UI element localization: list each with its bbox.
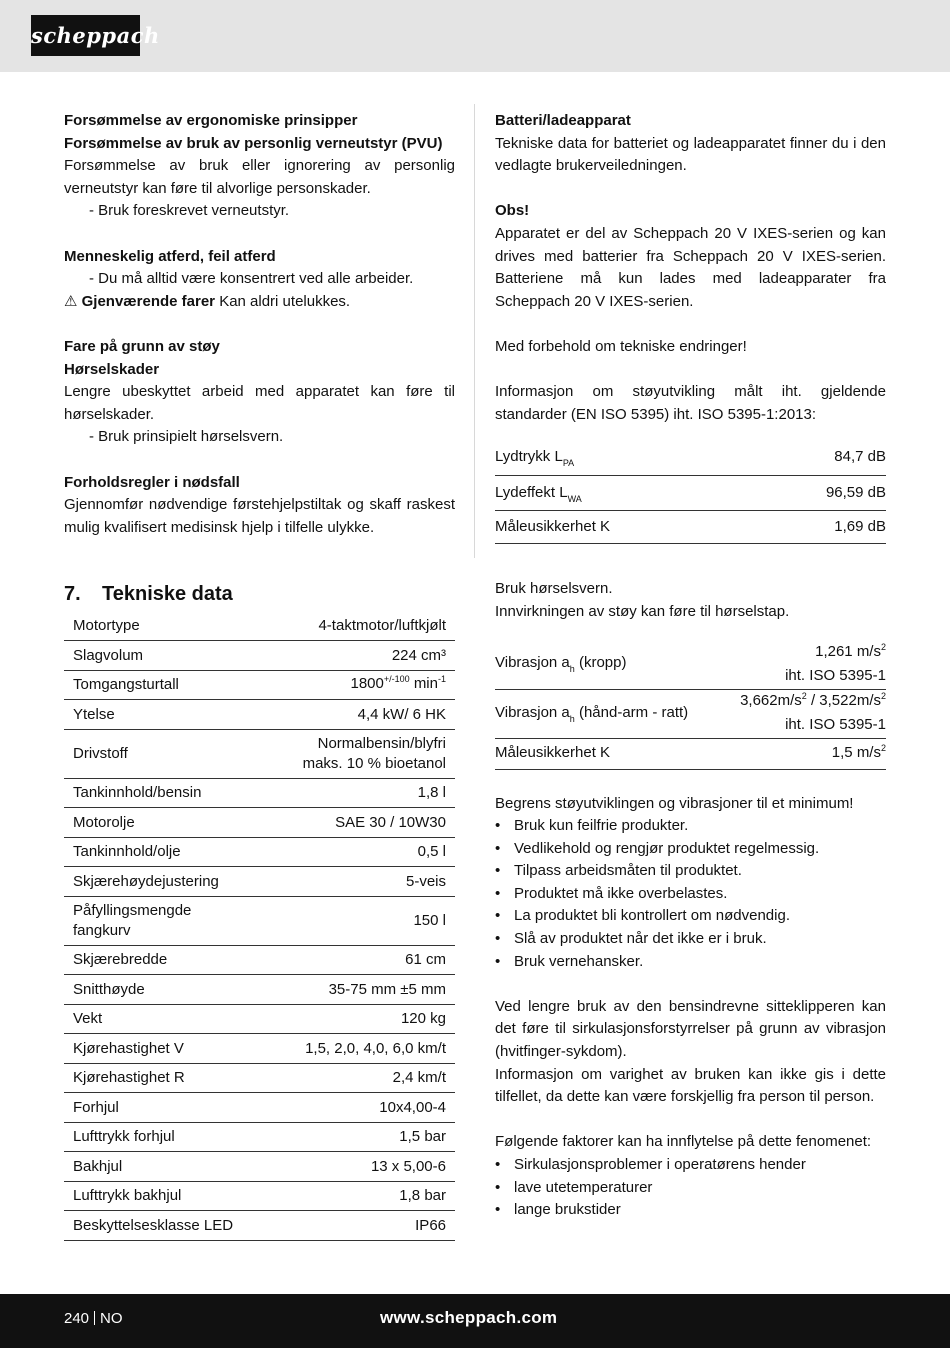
vibration-table [495, 640, 886, 770]
row-label: Måleusikkerhet K [495, 518, 611, 536]
row-value: 150 l [413, 911, 446, 929]
paragraph-pvu: Forsømmelse av bruk eller ignorering av personlig verneutstyr kan føre til alvorlige personskader. [64, 157, 455, 197]
table-row [495, 439, 886, 476]
row-label: Tankinnhold/bensin [73, 784, 202, 801]
bullet-list-factors [495, 1154, 886, 1222]
row-label: Vekt [73, 1010, 103, 1027]
row-label: Lufttrykk forhjul [73, 1128, 175, 1145]
paragraph-hearing: Lengre ubeskyttet arbeid med apparatet kan føre til hørselskader. [64, 383, 455, 423]
heading-pvu: Forsømmelse av bruk av personlig verneutstyr (PVU) [64, 134, 443, 152]
table-row [64, 838, 455, 868]
heading-emergency: Forholdsregler i nødsfall [64, 473, 240, 491]
tech-data-table [64, 611, 455, 1241]
row-label: Bakhjul [73, 1157, 123, 1175]
row-value: Normalbensin/blyfri maks. 10 % bioetanol [302, 735, 446, 772]
right-column [495, 110, 886, 1222]
row-value: 84,7 dB [834, 448, 886, 466]
row-value: $3,662m/s^2 / 3,522m/s^2$ iht. ISO 5395-1 [740, 691, 886, 733]
paragraph-battery: Tekniske data for batteriet og ladeapparatet finner du i den vedlagte brukerveiledningen. [495, 134, 886, 175]
dash-item: - Bruk prinsipielt hørselsvern. [89, 428, 284, 446]
row-label: Vibrasjon $a_h$ (kropp) [495, 654, 627, 675]
heading-noise-hazard: Fare på grunn av støy [64, 337, 220, 355]
header-bar [0, 0, 950, 72]
table-row [64, 641, 455, 671]
row-label: Drivstoff [73, 744, 128, 762]
row-label: Måleusikkerhet K [495, 744, 611, 762]
row-value: 1,5, 2,0, 4,0, 6,0 km/t [305, 1039, 446, 1057]
heading-note: Obs! [495, 202, 530, 220]
table-row [64, 611, 455, 641]
residual-hazards-text: Kan aldri utelukkes. [219, 292, 351, 310]
paragraph-noise-info: Informasjon om støyutvikling målt iht. gjeldende standarder (EN ISO 5395) iht. ISO 5395-1:2013: [495, 383, 886, 423]
row-value: SAE 30 / 10W30 [335, 813, 446, 831]
list-item: • Slå av produktet når det ikke er i bruk. [495, 928, 886, 951]
row-value: $1800^{+/-100}$ $\min^{-1}$ [350, 674, 446, 692]
paragraph-changes: Med forbehold om tekniske endringer! [495, 337, 747, 355]
dash-item: - Bruk foreskrevet verneutstyr. [89, 202, 290, 220]
list-item: • Vedlikehold og rengjør produktet regelmessig. [495, 838, 886, 861]
row-label: Lydeffekt $L_{WA}$ [495, 483, 582, 504]
table-row [495, 739, 886, 770]
row-value: IP66 [415, 1216, 446, 1234]
section-heading [64, 583, 233, 606]
row-label: Forhjul [73, 1098, 119, 1116]
row-label: Motorolje [73, 813, 135, 831]
heading-human-behavior: Menneskelig atferd, feil atferd [64, 247, 276, 265]
row-label: Slagvolum [73, 646, 144, 664]
list-item: • Bruk vernehansker. [495, 951, 886, 974]
row-label: Vibrasjon $a_h$ (hånd-arm - ratt) [495, 703, 689, 724]
paragraph-hearing-protection: Bruk hørselsvern. [495, 580, 613, 598]
table-row [64, 1152, 455, 1182]
table-row [495, 511, 886, 544]
row-label: Kjørehastighet V [73, 1039, 184, 1057]
row-value: 13 x 5,00-6 [370, 1157, 446, 1175]
table-row [64, 1064, 455, 1094]
section-number: 7. [64, 583, 81, 605]
warning-triangle-icon: ⚠ [64, 292, 78, 310]
row-label: Ytelse [73, 705, 115, 723]
residual-hazards [64, 291, 455, 314]
row-value: 96,59 dB [825, 484, 886, 502]
row-value: 1,5 $m/s^2$ [831, 742, 886, 761]
table-row [64, 1034, 455, 1064]
row-value: 1,69 dB [834, 518, 886, 536]
page-number: 240 NO [64, 1310, 123, 1327]
table-row [495, 640, 886, 690]
row-value: 4,4 kW/ 6 HK [357, 705, 446, 723]
paragraph-circulation: Ved lengre bruk av den bensindrevne sitteklipperen kan det føre til sirkulasjonsforstyrrelser på grunn av vibrasjon (hvitfinger-sykdom). [495, 997, 886, 1061]
list-item: • Tilpass arbeidsmåten til produktet. [495, 860, 886, 883]
table-row [64, 1182, 455, 1212]
row-label: Skjærehøydejustering [73, 872, 219, 890]
table-row [64, 897, 455, 946]
row-value: 1,261 $m/s^2$ iht. ISO 5395-1 [785, 641, 886, 684]
left-column [64, 110, 455, 539]
row-value: 1,8 l [417, 784, 446, 801]
section-title: Tekniske data [102, 583, 233, 605]
row-label: Tomgangsturtall [73, 676, 179, 693]
table-row [64, 779, 455, 809]
table-row [64, 975, 455, 1005]
row-value: 1,8 bar [399, 1187, 446, 1204]
list-item: • Sirkulasjonsproblemer i operatørens hender [495, 1154, 886, 1177]
row-label: Påfyllingsmengde fangkurv [73, 902, 192, 939]
row-label: Tankinnhold/olje [73, 843, 181, 860]
paragraph-emergency: Gjennomfør nødvendige førstehjelpstiltak og skaff raskest mulig kvalifisert medisinsk hjelp i tilfelle ulykke. [64, 496, 455, 536]
row-value: 120 kg [400, 1010, 446, 1027]
table-row [64, 867, 455, 897]
table-row [64, 730, 455, 779]
table-row [64, 1005, 455, 1035]
row-value: 4-taktmotor/luftkjølt [318, 616, 446, 634]
table-row [495, 690, 886, 739]
row-value: 10x4,00-4 [379, 1098, 446, 1116]
list-item: • La produktet bli kontrollert om nødvendig. [495, 905, 886, 928]
paragraph-limit: Begrens støyutviklingen og vibrasjoner til et minimum! [495, 794, 854, 812]
table-row [64, 671, 455, 701]
heading-battery: Batteri/ladeapparat [495, 112, 631, 129]
row-value: 61 cm [405, 951, 446, 968]
row-label: Kjørehastighet R [73, 1069, 185, 1086]
website-url: www.scheppach.com [380, 1308, 558, 1327]
row-value: 224 cm³ [391, 646, 446, 664]
paragraph-noise-effect: Innvirkningen av støy kan føre til hørselstap. [495, 602, 790, 620]
row-label: Lydtrykk $L_{PA}$ [495, 447, 575, 468]
table-row [64, 808, 455, 838]
noise-table [495, 439, 886, 544]
table-row [64, 1211, 455, 1241]
table-row [64, 946, 455, 976]
table-row [64, 1123, 455, 1153]
table-row [64, 1093, 455, 1123]
paragraph-duration: Informasjon om varighet av bruken kan ikke gis i dette tilfellet, da dette kan være forskjellig fra person til person. [495, 1065, 886, 1106]
residual-hazards-label: Gjenværende farer [81, 292, 216, 310]
row-value: 2,4 km/t [392, 1069, 446, 1086]
list-item: • lange brukstider [495, 1199, 886, 1222]
list-item: • lave utetemperaturer [495, 1177, 886, 1200]
footer-bar [0, 1294, 950, 1348]
row-value: 35-75 mm ±5 mm [328, 980, 446, 998]
bullet-list-measures [495, 815, 886, 973]
table-row [64, 700, 455, 730]
heading-ergonomics: Forsømmelse av ergonomiske prinsipper [64, 112, 358, 129]
row-label: Beskyttelsesklasse LED [73, 1216, 234, 1234]
row-value: 1,5 bar [399, 1128, 446, 1145]
row-value: 0,5 l [417, 843, 446, 860]
paragraph-ixes: Apparatet er del av Scheppach 20 V IXES-serien og kan drives med batterier fra Scheppach 20 V IXES-serien. Batteriene må kun lades med ladeapparater fra Scheppach 20 V IXES-serien. [495, 224, 886, 310]
paragraph-factors: Følgende faktorer kan ha innflytelse på dette fenomenet: [495, 1133, 872, 1151]
heading-hearing-damage: Hørselskader [64, 360, 160, 378]
row-label: Skjærebredde [73, 951, 168, 968]
table-row [495, 476, 886, 511]
row-label: Snitthøyde [73, 980, 145, 998]
list-item: • Bruk kun feilfrie produkter. [495, 815, 886, 838]
row-label: Lufttrykk bakhjul [73, 1187, 182, 1204]
dash-item: - Du må alltid være konsentrert ved alle arbeider. [89, 270, 414, 288]
scheppach-logo: scheppach [31, 15, 140, 56]
row-label: Motortype [73, 616, 140, 634]
column-divider [474, 104, 475, 558]
list-item: • Produktet må ikke overbelastes. [495, 883, 886, 906]
row-value: 5-veis [405, 872, 446, 890]
